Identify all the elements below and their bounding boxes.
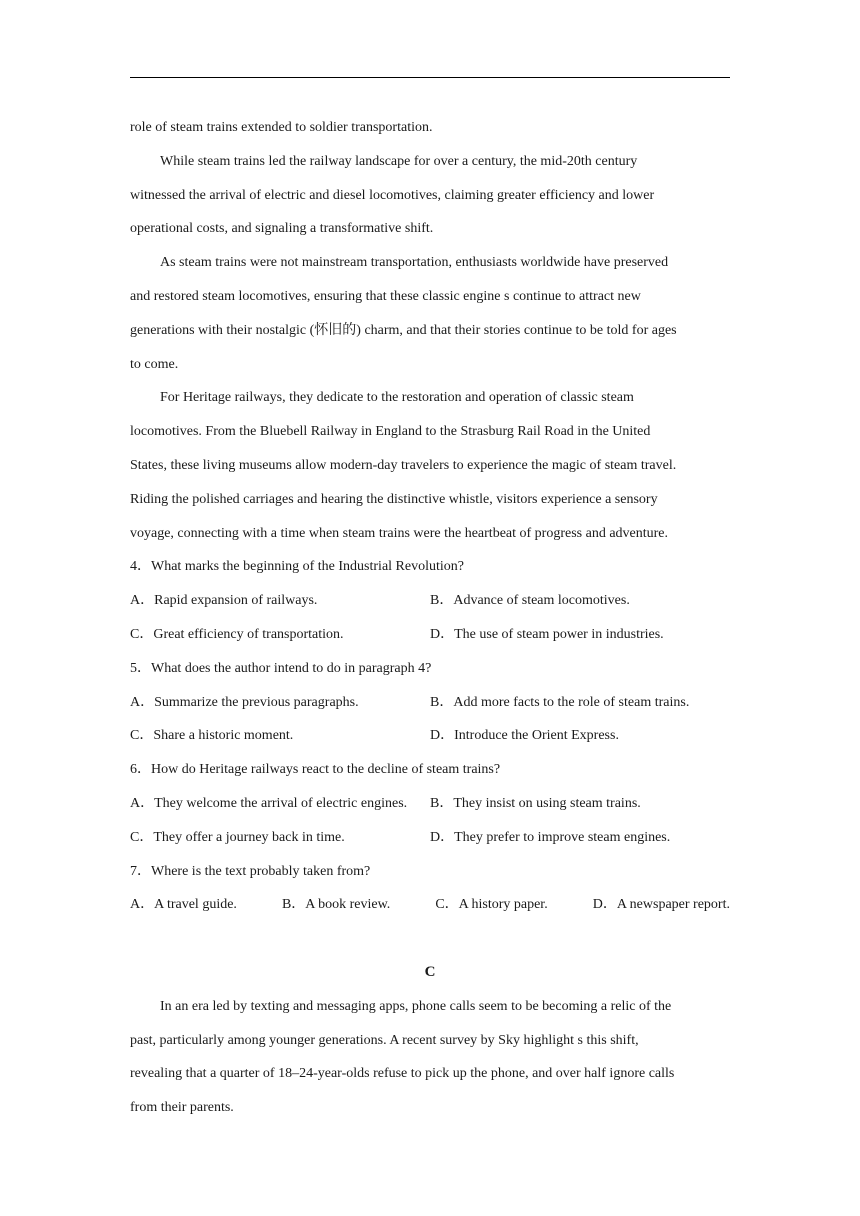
option-b[interactable]: B．Add more facts to the role of steam trains. xyxy=(430,694,690,710)
paragraph-line: revealing that a quarter of 18–24-year-olds refuse to pick up the phone, and over half ignore calls xyxy=(130,1066,675,1082)
paragraph-line: As steam trains were not mainstream transportation, enthusiasts worldwide have preserved xyxy=(160,255,669,271)
option-row xyxy=(130,686,730,720)
paragraph-line: For Heritage railways, they dedicate to the restoration and operation of classic steam xyxy=(160,390,634,406)
passage-b xyxy=(130,111,730,550)
question-6 xyxy=(130,753,730,854)
question-7 xyxy=(130,855,730,923)
section-heading: C xyxy=(424,963,436,980)
paragraph-line: from their parents. xyxy=(130,1100,234,1116)
option-c[interactable]: C．Great efficiency of transportation. xyxy=(130,626,344,642)
paragraph-line: role of steam trains extended to soldier transportation. xyxy=(130,120,433,135)
paragraph-line: In an era led by texting and messaging apps, phone calls seem to be becoming a relic of the xyxy=(160,998,672,1014)
question-stem: 6．How do Heritage railways react to the decline of steam trains? xyxy=(130,762,501,778)
question-4 xyxy=(130,550,730,651)
option-c[interactable]: C．They offer a journey back in time. xyxy=(130,829,345,845)
paragraph-line: and restored steam locomotives, ensuring that these classic engine s continue to attract new xyxy=(130,288,641,304)
option-a[interactable]: A．Summarize the previous paragraphs. xyxy=(130,694,359,710)
option-b[interactable]: B．They insist on using steam trains. xyxy=(430,795,641,811)
option-a[interactable]: A．They welcome the arrival of electric engines. xyxy=(130,795,408,811)
header-rule xyxy=(130,77,730,78)
paragraph-line: past, particularly among younger generations. A recent survey by Sky highlight s this shift, xyxy=(130,1032,639,1048)
option-b[interactable]: B．A book review. xyxy=(281,897,391,913)
paragraph-line: Riding the polished carriages and hearing the distinctive whistle, visitors experience a sensory xyxy=(130,491,658,507)
paragraph-line: generations with their nostalgic (怀旧的) charm, and that their stories continue to be told for ages xyxy=(130,322,677,338)
question-stem: 4．What marks the beginning of the Industrial Revolution? xyxy=(130,559,464,575)
option-c[interactable]: C．Share a historic moment. xyxy=(130,728,294,744)
option-d[interactable]: D．They prefer to improve steam engines. xyxy=(430,829,671,845)
option-a[interactable]: A．Rapid expansion of railways. xyxy=(130,593,318,609)
paragraph-line: voyage, connecting with a time when steam trains were the heartbeat of progress and adventure. xyxy=(130,525,669,541)
option-a[interactable]: A．A travel guide. xyxy=(130,897,237,913)
option-row xyxy=(130,719,730,753)
option-row xyxy=(130,787,730,821)
paragraph-line: locomotives. From the Bluebell Railway in England to the Strasburg Rail Road in the United xyxy=(130,424,651,440)
option-d[interactable]: D．Introduce the Orient Express. xyxy=(430,728,619,744)
paragraph-line: States, these living museums allow modern-day travelers to experience the magic of steam travel. xyxy=(130,457,677,473)
paragraph-line: operational costs, and signaling a transformative shift. xyxy=(130,221,434,237)
question-5 xyxy=(130,652,730,753)
option-c[interactable]: C．A history paper. xyxy=(435,897,548,913)
paragraph-line: witnessed the arrival of electric and diesel locomotives, claiming greater efficiency and lower xyxy=(130,187,655,203)
option-row xyxy=(130,888,730,922)
option-row xyxy=(130,618,730,652)
document-body xyxy=(130,111,730,1125)
paragraph-line: While steam trains led the railway landscape for over a century, the mid-20th century xyxy=(160,153,638,169)
section-spacer xyxy=(130,922,730,956)
option-row xyxy=(130,821,730,855)
option-row xyxy=(130,584,730,618)
option-b[interactable]: B．Advance of steam locomotives. xyxy=(430,593,630,609)
option-d[interactable]: D．A newspaper report. xyxy=(592,897,730,913)
paragraph-line: to come. xyxy=(130,356,179,372)
question-stem: 5．What does the author intend to do in paragraph 4? xyxy=(130,660,432,676)
section-c xyxy=(130,956,730,1125)
option-d[interactable]: D．The use of steam power in industries. xyxy=(430,626,664,642)
question-stem: 7．Where is the text probably taken from? xyxy=(130,863,371,879)
